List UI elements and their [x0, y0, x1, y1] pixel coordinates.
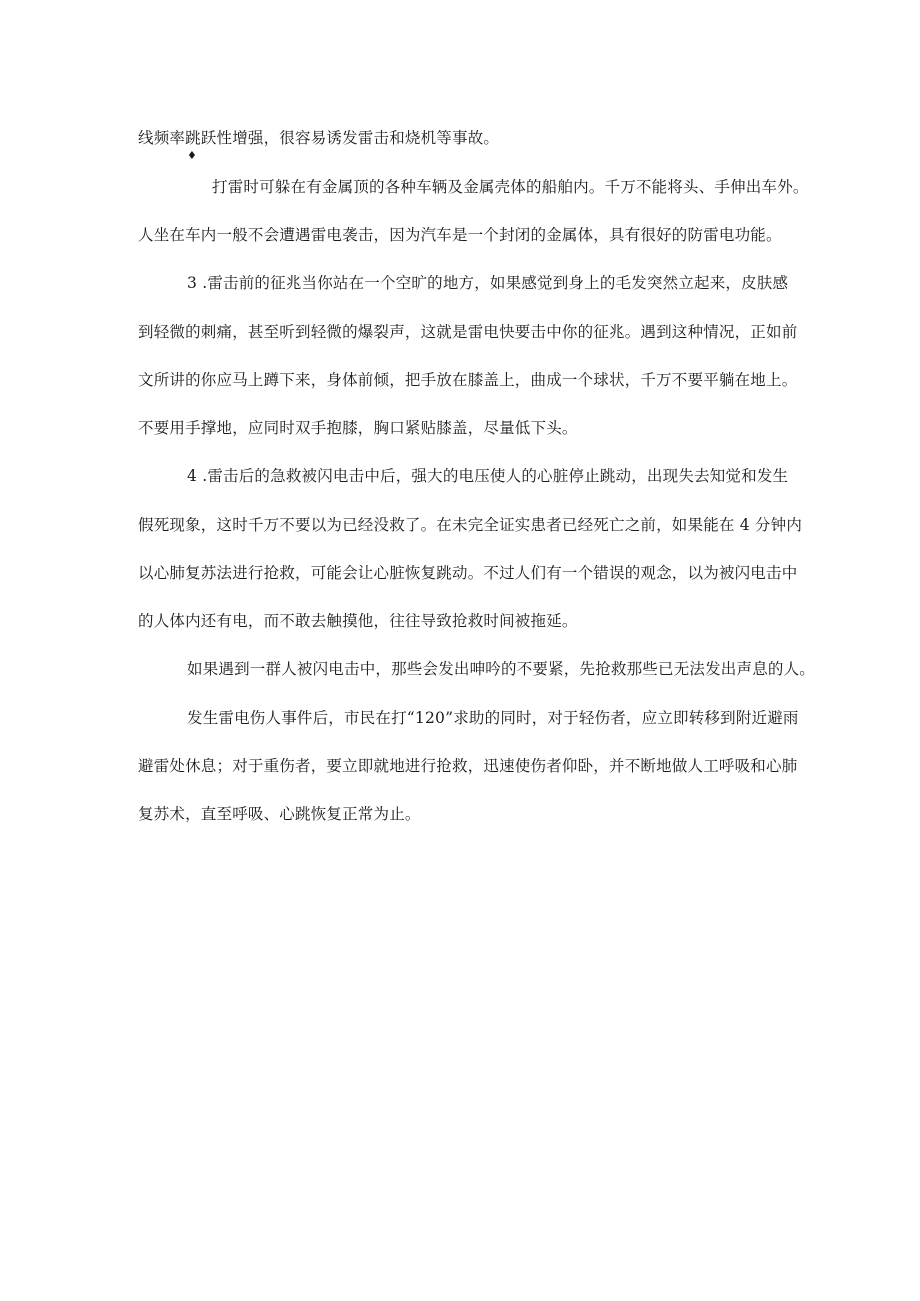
paragraph-line: 如果遇到一群人被闪电击中，那些会发出呻吟的不要紧，先抢救那些已无法发出声息的人。	[187, 660, 816, 678]
paragraph-line: 打雷时可躲在有金属顶的各种车辆及金属壳体的船舶内。千万不能将头、手伸出车外。	[212, 178, 809, 196]
diamond-bullet-icon: ♦	[187, 149, 197, 162]
paragraph-line: 不要用手撑地，应同时双手抱膝，胸口紧贴膝盖，尽量低下头。	[138, 419, 578, 437]
paragraph-line: 复苏术，直至呼吸、心跳恢复正常为止。	[138, 805, 421, 823]
paragraph-line: 假死现象，这时千万不要以为已经没救了。在未完全证实患者已经死亡之前，如果能在 4 分钟内	[138, 516, 803, 534]
paragraph-line: 线频率跳跃性增强，很容易诱发雷击和烧机等事故。	[138, 129, 500, 147]
paragraph-line: 文所讲的你应马上蹲下来，身体前倾，把手放在膝盖上，曲成一个球状，千万不要平躺在地上。	[138, 371, 798, 389]
paragraph-line: 避雷处休息；对于重伤者，要立即就地进行抢救，迅速使伤者仰卧，并不断地做人工呼吸和心肺	[138, 757, 798, 775]
paragraph-line: 以心肺复苏法进行抢救，可能会让心脏恢复跳动。不过人们有一个错误的观念，以为被闪电击中	[138, 564, 798, 582]
paragraph-line: 人坐在车内一般不会遭遇雷电袭击，因为汽车是一个封闭的金属体，具有很好的防雷电功能。	[138, 226, 782, 244]
paragraph-line: 到轻微的刺痛，甚至听到轻微的爆裂声，这就是雷电快要击中你的征兆。遇到这种情况，正如前	[138, 323, 798, 341]
paragraph-line: 的人体内还有电，而不敢去触摸他，往往导致抢救时间被拖延。	[138, 612, 578, 630]
paragraph-line: 4 .雷击后的急救被闪电击中后，强大的电压使人的心脏停止跳动，出现失去知觉和发生	[187, 467, 789, 485]
paragraph-line: 发生雷电伤人事件后，市民在打“120”求助的同时，对于轻伤者，应立即转移到附近避雨	[187, 709, 799, 727]
paragraph-line: 3 .雷击前的征兆当你站在一个空旷的地方，如果感觉到身上的毛发突然立起来，皮肤感	[187, 274, 789, 292]
